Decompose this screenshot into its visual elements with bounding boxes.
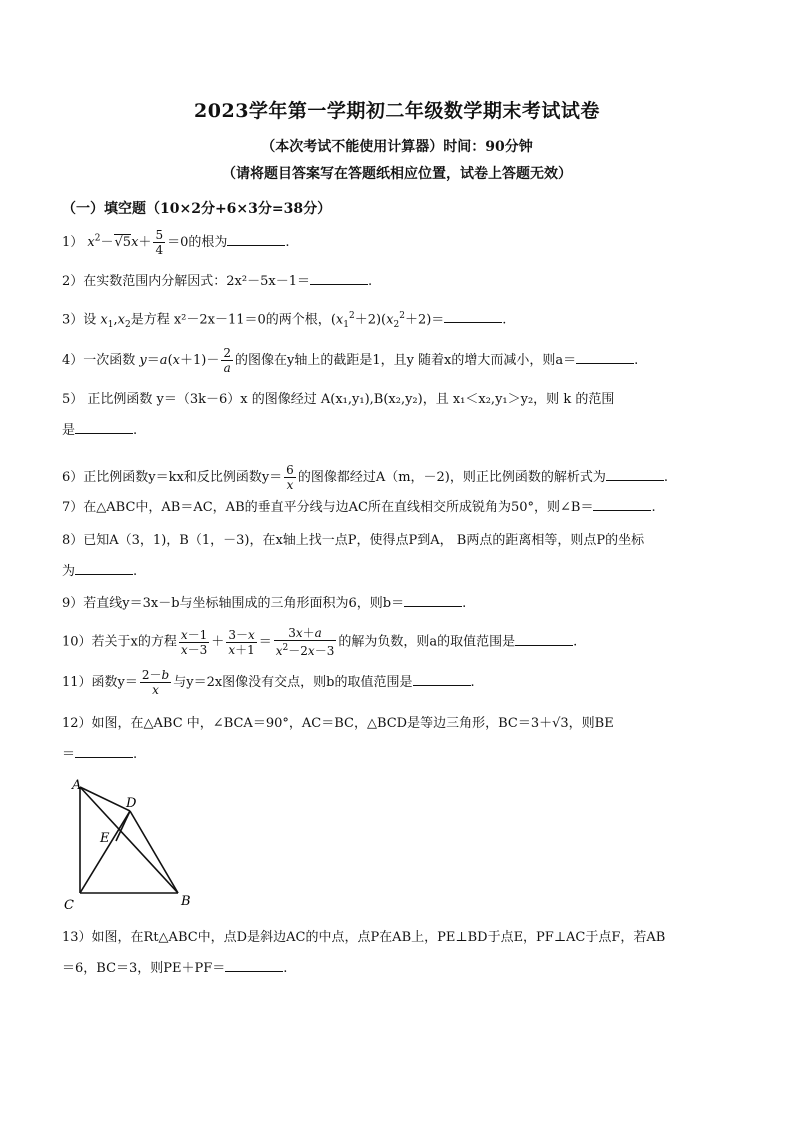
q13-line1: 13）如图，在Rt△ABC中，点D是斜边AC的中点，点P在AB上，PE⊥BD于点E，PF⊥AC于点F，若AB: [62, 930, 666, 945]
q3-number: 3）设: [62, 312, 97, 328]
answer-blank: [593, 498, 651, 511]
question-6: 6）正比例函数y＝kx和反比例函数y＝ $\frac{6}{x}$ 的图像都经过A（m，－2)，则正比例函数的解析式为 .: [62, 463, 669, 492]
q10-text-tail: 的解为负数，则a的取值范围是: [338, 634, 516, 650]
q7-text: 7）在△ABC中，AB＝AC，AB的垂直平分线与边AC所在直线相交所成锐角为50°，则∠B＝: [62, 500, 594, 515]
answer-blank: [227, 233, 285, 246]
segment-de: [116, 811, 130, 841]
q4-number: 4）一次函数: [62, 353, 136, 368]
exam-title: 2023学年第一学期初二年级数学期末考试试卷: [194, 100, 600, 122]
answer-blank: [413, 673, 471, 686]
question-8: 8）已知A（3，1)，B（1，－3)，在x轴上找一点P，使得点P到A， B两点的距离相等，则点P的坐标 为 .: [62, 525, 732, 587]
answer-blank: [75, 562, 133, 575]
q13-line2: ＝6，BC＝3，则PE＋PF＝: [62, 961, 226, 976]
question-7: 7）在△ABC中，AB＝AC，AB的垂直平分线与边AC所在直线相交所成锐角为50°，则∠B＝ .: [62, 500, 656, 515]
q8-line2: 为: [62, 564, 76, 579]
answer-blank: [576, 351, 634, 364]
q1-number: 1）: [62, 235, 84, 250]
question-9: 9）若直线y＝3x－b与坐标轴围成的三角形面积为6，则b＝ .: [62, 596, 467, 611]
triangle-figure: [58, 775, 208, 915]
label-c: C: [64, 898, 74, 913]
q11-text: 11）函数y＝: [62, 675, 138, 690]
answer-blank: [75, 421, 133, 434]
label-a: A: [72, 778, 82, 793]
q12-line1: 12）如图，在△ABC 中，∠BCA＝90°，AC＝BC，△BCD是等边三角形，BC＝3＋√3，则BE: [62, 716, 614, 731]
q10-text: 10）若关于x的方程: [62, 634, 177, 650]
section-heading: （一）填空题（10×2分+6×3分=38分）: [62, 201, 332, 217]
label-b: B: [181, 894, 191, 909]
question-5: 5） 正比例函数 y＝（3k－6）x 的图像经过 A(x₁,y₁),B(x₂,y₂)，且 x₁＜x₂,y₁＞y₂，则 k 的范围 是 .: [62, 384, 732, 446]
q6-text: 6）正比例函数y＝kx和反比例函数y＝: [62, 470, 283, 485]
q4-text: 的图像在y轴上的截距是1，且y 随着x的增大而减小，则a＝: [234, 353, 577, 368]
answer-blank: [225, 959, 283, 972]
question-13: 13）如图，在Rt△ABC中，点D是斜边AC的中点，点P在AB上，PE⊥BD于点E，PF⊥AC于点F，若AB ＝6，BC＝3，则PE＋PF＝ .: [62, 922, 732, 984]
q6-text-tail: 的图像都经过A（m，－2)，则正比例函数的解析式为: [297, 470, 606, 485]
q5-line2: 是: [62, 423, 76, 438]
q5-line1: 5） 正比例函数 y＝（3k－6）x 的图像经过 A(x₁,y₁),B(x₂,y₂)，且 x₁＜x₂,y₁＞y₂，则 k 的范围: [62, 392, 615, 407]
q2-text: 2）在实数范围内分解因式：2x²－5x－1＝: [62, 274, 310, 289]
question-3: 3）设 $x_1,x_2$是方程 x²－2x－11＝0的两个根，$(x_1^2+2)(x_2^2+2)=$ .: [62, 311, 507, 330]
segment-db: [130, 811, 178, 893]
answer-blank: [444, 310, 502, 323]
q12-line2: ＝: [62, 747, 76, 762]
label-d: D: [126, 796, 137, 811]
question-2: 2）在实数范围内分解因式：2x²－5x－1＝ .: [62, 274, 373, 289]
segment-ad: [80, 787, 130, 811]
q8-line1: 8）已知A（3，1)，B（1，－3)，在x轴上找一点P，使得点P到A， B两点的距离相等，则点P的坐标: [62, 533, 645, 548]
exam-subtitle-time: （本次考试不能使用计算器）时间：90分钟: [261, 139, 533, 155]
question-11: 11）函数y＝ $\frac{2-b}{x}$ 与y＝2x图像没有交点，则b的取值范围是 .: [62, 668, 475, 697]
exam-subtitle-instruction: （请将题目答案写在答题纸相应位置，试卷上答题无效）: [222, 166, 572, 182]
question-10: 10）若关于x的方程 $\frac{x-1}{x-3}$ ＋ $\frac{3-x}{x+1}$ ＝ $\frac{3x+a}{x^2-2x-3}$ 的解为负数，则a的取值范围是 .: [62, 626, 578, 658]
question-4: 4）一次函数 y＝a(x＋1)－ $\frac{2}{a}$ 的图像在y轴上的截距是1，且y 随着x的增大而减小，则a＝ .: [62, 346, 639, 375]
answer-blank: [75, 745, 133, 758]
answer-blank: [310, 272, 368, 285]
q9-text: 9）若直线y＝3x－b与坐标轴围成的三角形面积为6，则b＝: [62, 596, 405, 611]
question-12: 12）如图，在△ABC 中，∠BCA＝90°，AC＝BC，△BCD是等边三角形，BC＝3＋√3，则BE ＝ .: [62, 708, 732, 770]
q1-text: 的根为: [188, 235, 228, 250]
question-1: 1） $x^2-√5x+$ $\frac{5}{4}$ ＝0的根为 .: [62, 228, 290, 257]
label-e: E: [100, 831, 110, 846]
answer-blank: [404, 594, 462, 607]
segment-cd: [80, 811, 130, 893]
answer-blank: [515, 633, 573, 646]
q3-text: 是方程 x²－2x－11＝0的两个根，: [130, 312, 331, 328]
q11-text-tail: 与y＝2x图像没有交点，则b的取值范围是: [173, 675, 413, 690]
answer-blank: [606, 468, 664, 481]
